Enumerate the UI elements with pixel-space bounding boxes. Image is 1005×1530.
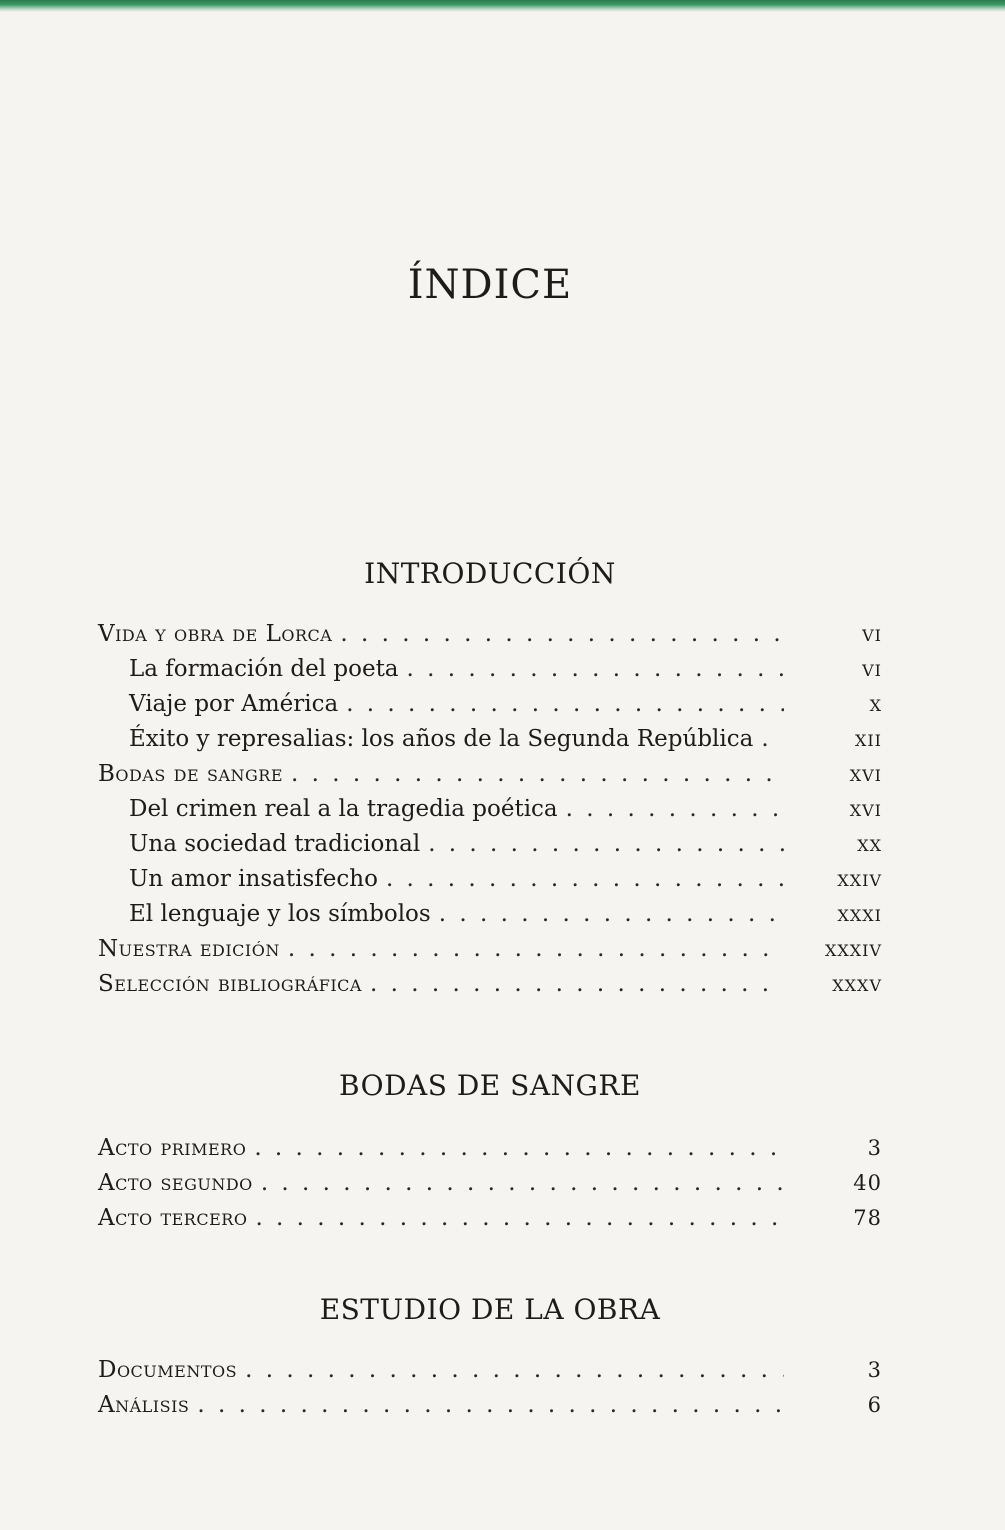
- toc-entry-label: La formación del poeta: [129, 656, 399, 682]
- dot-leader: [761, 722, 784, 757]
- toc-entry[interactable]: [98, 862, 882, 897]
- toc-entry-label: Bodas de sangre: [98, 761, 284, 787]
- toc-entry-page: vi: [862, 656, 882, 682]
- toc-entry-page: 40: [853, 1171, 882, 1195]
- toc-entry[interactable]: [98, 1201, 882, 1236]
- toc-entry[interactable]: [98, 617, 882, 652]
- toc-entry-label: Acto segundo: [98, 1170, 253, 1196]
- toc-entry-page: 78: [853, 1206, 882, 1230]
- toc-entry[interactable]: [98, 792, 882, 827]
- toc-entry-label: Éxito y represalias: los años de la Segunda República: [129, 726, 754, 752]
- dot-leader: [254, 1131, 784, 1166]
- toc-entry[interactable]: [98, 652, 882, 687]
- toc-entry[interactable]: [98, 932, 882, 967]
- dot-leader: [340, 617, 784, 652]
- toc-entry-page: vi: [862, 621, 882, 647]
- toc-entry[interactable]: [98, 687, 882, 722]
- toc-entry-label: Del crimen real a la tragedia poética: [129, 796, 558, 822]
- toc-entry-label: Selección bibliográfica: [98, 971, 362, 997]
- toc-entry-page: x: [869, 691, 882, 717]
- dot-leader: [245, 1353, 784, 1388]
- toc-entry[interactable]: [98, 1131, 882, 1166]
- toc-entry-page: xii: [854, 726, 882, 752]
- toc-entry-label: Análisis: [98, 1392, 190, 1418]
- toc-entry-page: xxxv: [832, 971, 882, 997]
- dot-leader: [386, 862, 784, 897]
- dot-leader: [566, 792, 784, 827]
- dot-leader: [428, 827, 784, 862]
- toc-entry[interactable]: [98, 967, 882, 1002]
- toc-entry[interactable]: [98, 1353, 882, 1388]
- section-heading-introduccion: INTRODUCCIÓN: [364, 557, 616, 590]
- toc-entry-label: Vida y obra de Lorca: [98, 621, 333, 647]
- dot-leader: [407, 652, 784, 687]
- dot-leader: [370, 967, 784, 1002]
- toc-entry-page: xx: [857, 831, 882, 857]
- dot-leader: [439, 897, 784, 932]
- section-heading-bodas-de-sangre: BODAS DE SANGRE: [339, 1069, 641, 1102]
- toc-entry[interactable]: [98, 897, 882, 932]
- toc-estudio-de-la-obra: [98, 1353, 882, 1423]
- toc-introduccion: [98, 617, 882, 1002]
- toc-entry-label: Una sociedad tradicional: [129, 831, 421, 857]
- toc-entry-label: Nuestra edición: [98, 936, 280, 962]
- dot-leader: [261, 1166, 784, 1201]
- section-heading-estudio-de-la-obra: ESTUDIO DE LA OBRA: [319, 1293, 661, 1326]
- toc-entry[interactable]: [98, 757, 882, 792]
- toc-entry-label: El lenguaje y los símbolos: [129, 901, 431, 927]
- toc-entry-label: Acto tercero: [98, 1205, 248, 1231]
- toc-entry-page: xxxiv: [824, 936, 882, 962]
- dot-leader: [288, 932, 784, 967]
- toc-bodas-de-sangre: [98, 1131, 882, 1236]
- dot-leader: [197, 1388, 784, 1423]
- toc-entry-page: 3: [867, 1136, 882, 1160]
- toc-entry-page: xxiv: [837, 866, 882, 892]
- toc-entry-label: Viaje por América: [129, 691, 339, 717]
- toc-entry-page: xxxi: [837, 901, 882, 927]
- toc-entry[interactable]: [98, 1388, 882, 1423]
- toc-entry[interactable]: [98, 1166, 882, 1201]
- toc-entry[interactable]: [98, 722, 882, 757]
- toc-entry-label: Acto primero: [98, 1135, 247, 1161]
- dot-leader: [346, 687, 784, 722]
- toc-entry-page: 6: [867, 1393, 882, 1417]
- toc-entry-page: xvi: [849, 761, 882, 787]
- toc-entry-label: Documentos: [98, 1357, 238, 1383]
- toc-entry-page: 3: [867, 1358, 882, 1382]
- toc-entry-label: Un amor insatisfecho: [129, 866, 378, 892]
- dot-leader: [255, 1201, 784, 1236]
- toc-entry-page: xvi: [849, 796, 882, 822]
- dot-leader: [291, 757, 784, 792]
- page-title: ÍNDICE: [407, 262, 573, 308]
- toc-entry[interactable]: [98, 827, 882, 862]
